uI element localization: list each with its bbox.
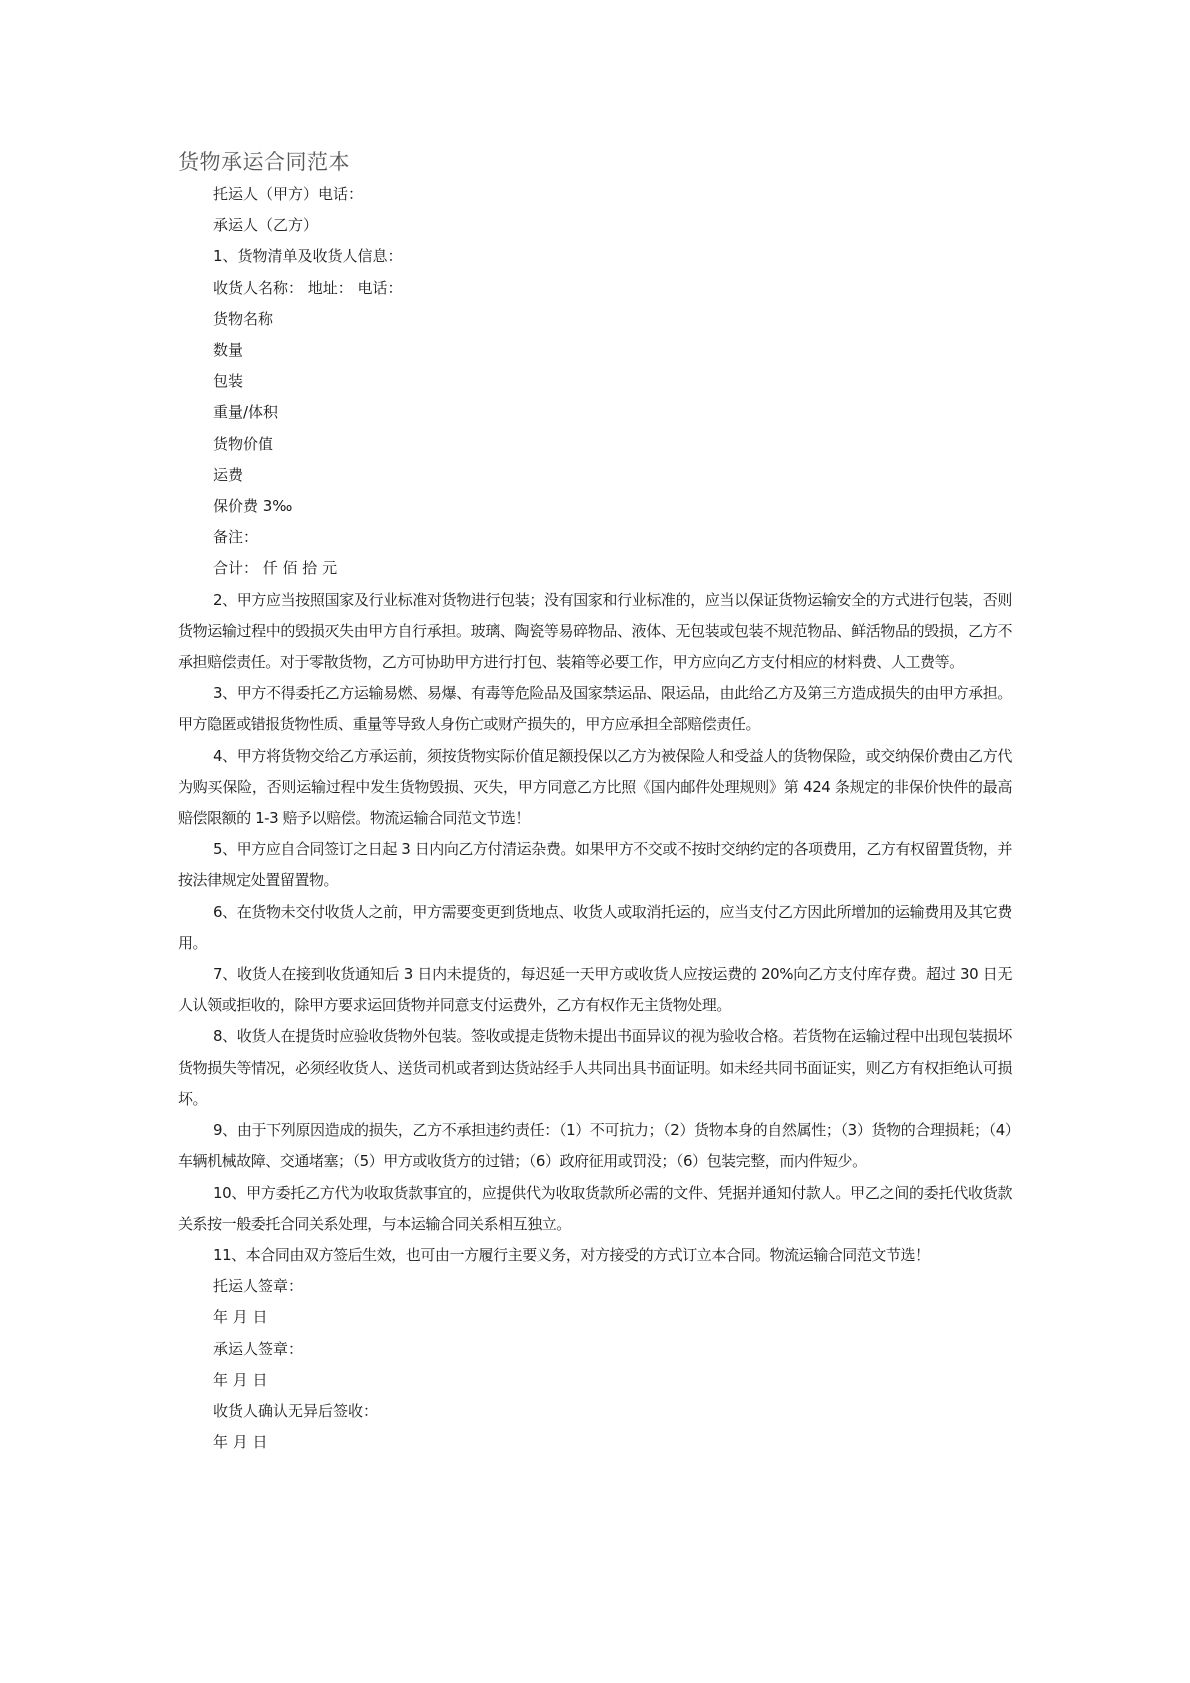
clause-9: 9、由于下列原因造成的损失，乙方不承担违约责任：（1）不可抗力；（2）货物本身的自然属性；（3）货物的合理损耗；（4）车辆机械故障、交通堵塞；（5）甲方或收货方的过错；（6）政府征用或罚没；（6）包装完整，而内件短少。: [178, 1121, 1012, 1171]
packaging-line: 包装: [213, 372, 244, 391]
remarks-line: 备注：: [213, 528, 259, 547]
carrier-signature-date: 年 月 日: [213, 1370, 268, 1389]
document-title: 货物承运合同范本: [178, 150, 350, 174]
clause-2: 2、甲方应当按照国家及行业标准对货物进行包装；没有国家和行业标准的，应当以保证货物运输安全的方式进行包装，否则货物运输过程中的毁损灭失由甲方自行承担。玻璃、陶瓷等易碎物品、液体、无包装或包装不规范物品、鲜活物品的毁损，乙方不承担赔偿责任。对于零散货物，乙方可协助甲方进行打包、装箱等必要工作，甲方应向乙方支付相应的材料费、人工费等。: [178, 590, 1012, 672]
cargo-name-line: 货物名称: [213, 309, 274, 328]
quantity-line: 数量: [213, 341, 244, 360]
clauses-section: [178, 585, 1012, 1271]
document-page: [178, 147, 1012, 1458]
carrier-signature-label: 承运人签章：: [213, 1339, 304, 1358]
freight-line: 运费: [213, 465, 244, 484]
consignee-signature-label: 收货人确认无异后签收：: [213, 1401, 379, 1420]
signature-section: [178, 1271, 1012, 1458]
clause-5: 5、甲方应自合同签订之日起 3 日内向乙方付清运杂费。如果甲方不交或不按时交纳约定的各项费用，乙方有权留置货物，并按法律规定处置留置物。: [178, 840, 1012, 890]
total-line: 合计： 仟 佰 拾 元: [213, 559, 338, 578]
clause-3: 3、甲方不得委托乙方运输易燃、易爆、有毒等危险品及国家禁运品、限运品，由此给乙方及第三方造成损失的由甲方承担。甲方隐匿或错报货物性质、重量等导致人身伤亡或财产损失的，甲方应承担全部赔偿责任。: [178, 684, 1012, 734]
carrier-line: 承运人（乙方）: [213, 216, 319, 235]
clause-6: 6、在货物未交付收货人之前，甲方需要变更到货地点、收货人或取消托运的，应当支付乙方因此所增加的运输费用及其它费用。: [178, 902, 1012, 952]
cargo-value-line: 货物价值: [213, 434, 274, 453]
clause-7: 7、收货人在接到收货通知后 3 日内未提货的，每迟延一天甲方或收货人应按运费的 20%向乙方支付库存费。超过 30 日无人认领或拒收的，除甲方要求运回货物并同意支付运费外，乙方有权作无主货物处理。: [178, 965, 1012, 1015]
shipper-signature-label: 托运人签章：: [213, 1277, 304, 1296]
shipper-signature-date: 年 月 日: [213, 1308, 268, 1327]
shipper-line: 托运人（甲方）电话：: [213, 185, 364, 203]
header-section: [178, 179, 1012, 585]
clause-8: 8、收货人在提货时应验收货物外包装。签收或提走货物未提出书面异议的视为验收合格。若货物在运输过程中出现包装损坏货物损失等情况，必须经收货人、送货司机或者到达货站经手人共同出具书面证明。如未经共同书面证实，则乙方有权拒绝认可损坏。: [178, 1027, 1012, 1108]
cargo-list-heading: 1、货物清单及收货人信息：: [213, 247, 403, 266]
clause-4: 4、甲方将货物交给乙方承运前，须按货物实际价值足额投保以乙方为被保险人和受益人的货物保险，或交纳保价费由乙方代为购买保险，否则运输过程中发生货物毁损、灭失，甲方同意乙方比照《国内邮件处理规则》第 424 条规定的非保价快件的最高赔偿限额的 1-3 赔予以赔偿。物流运输合同范文节选！: [178, 746, 1012, 828]
consignee-signature-date: 年 月 日: [213, 1433, 268, 1452]
consignee-info-line: 收货人名称： 地址： 电话：: [213, 278, 403, 297]
clause-10: 10、甲方委托乙方代为收取货款事宜的，应提供代为收取货款所必需的文件、凭据并通知付款人。甲乙之间的委托代收货款关系按一般委托合同关系处理，与本运输合同关系相互独立。: [178, 1183, 1012, 1233]
weight-volume-line: 重量/体积: [213, 403, 279, 422]
insurance-fee-line: 保价费 3‰: [213, 497, 293, 516]
clause-11: 11、本合同由双方签后生效，也可由一方履行主要义务，对方接受的方式订立本合同。物流运输合同范文节选！: [213, 1245, 930, 1264]
